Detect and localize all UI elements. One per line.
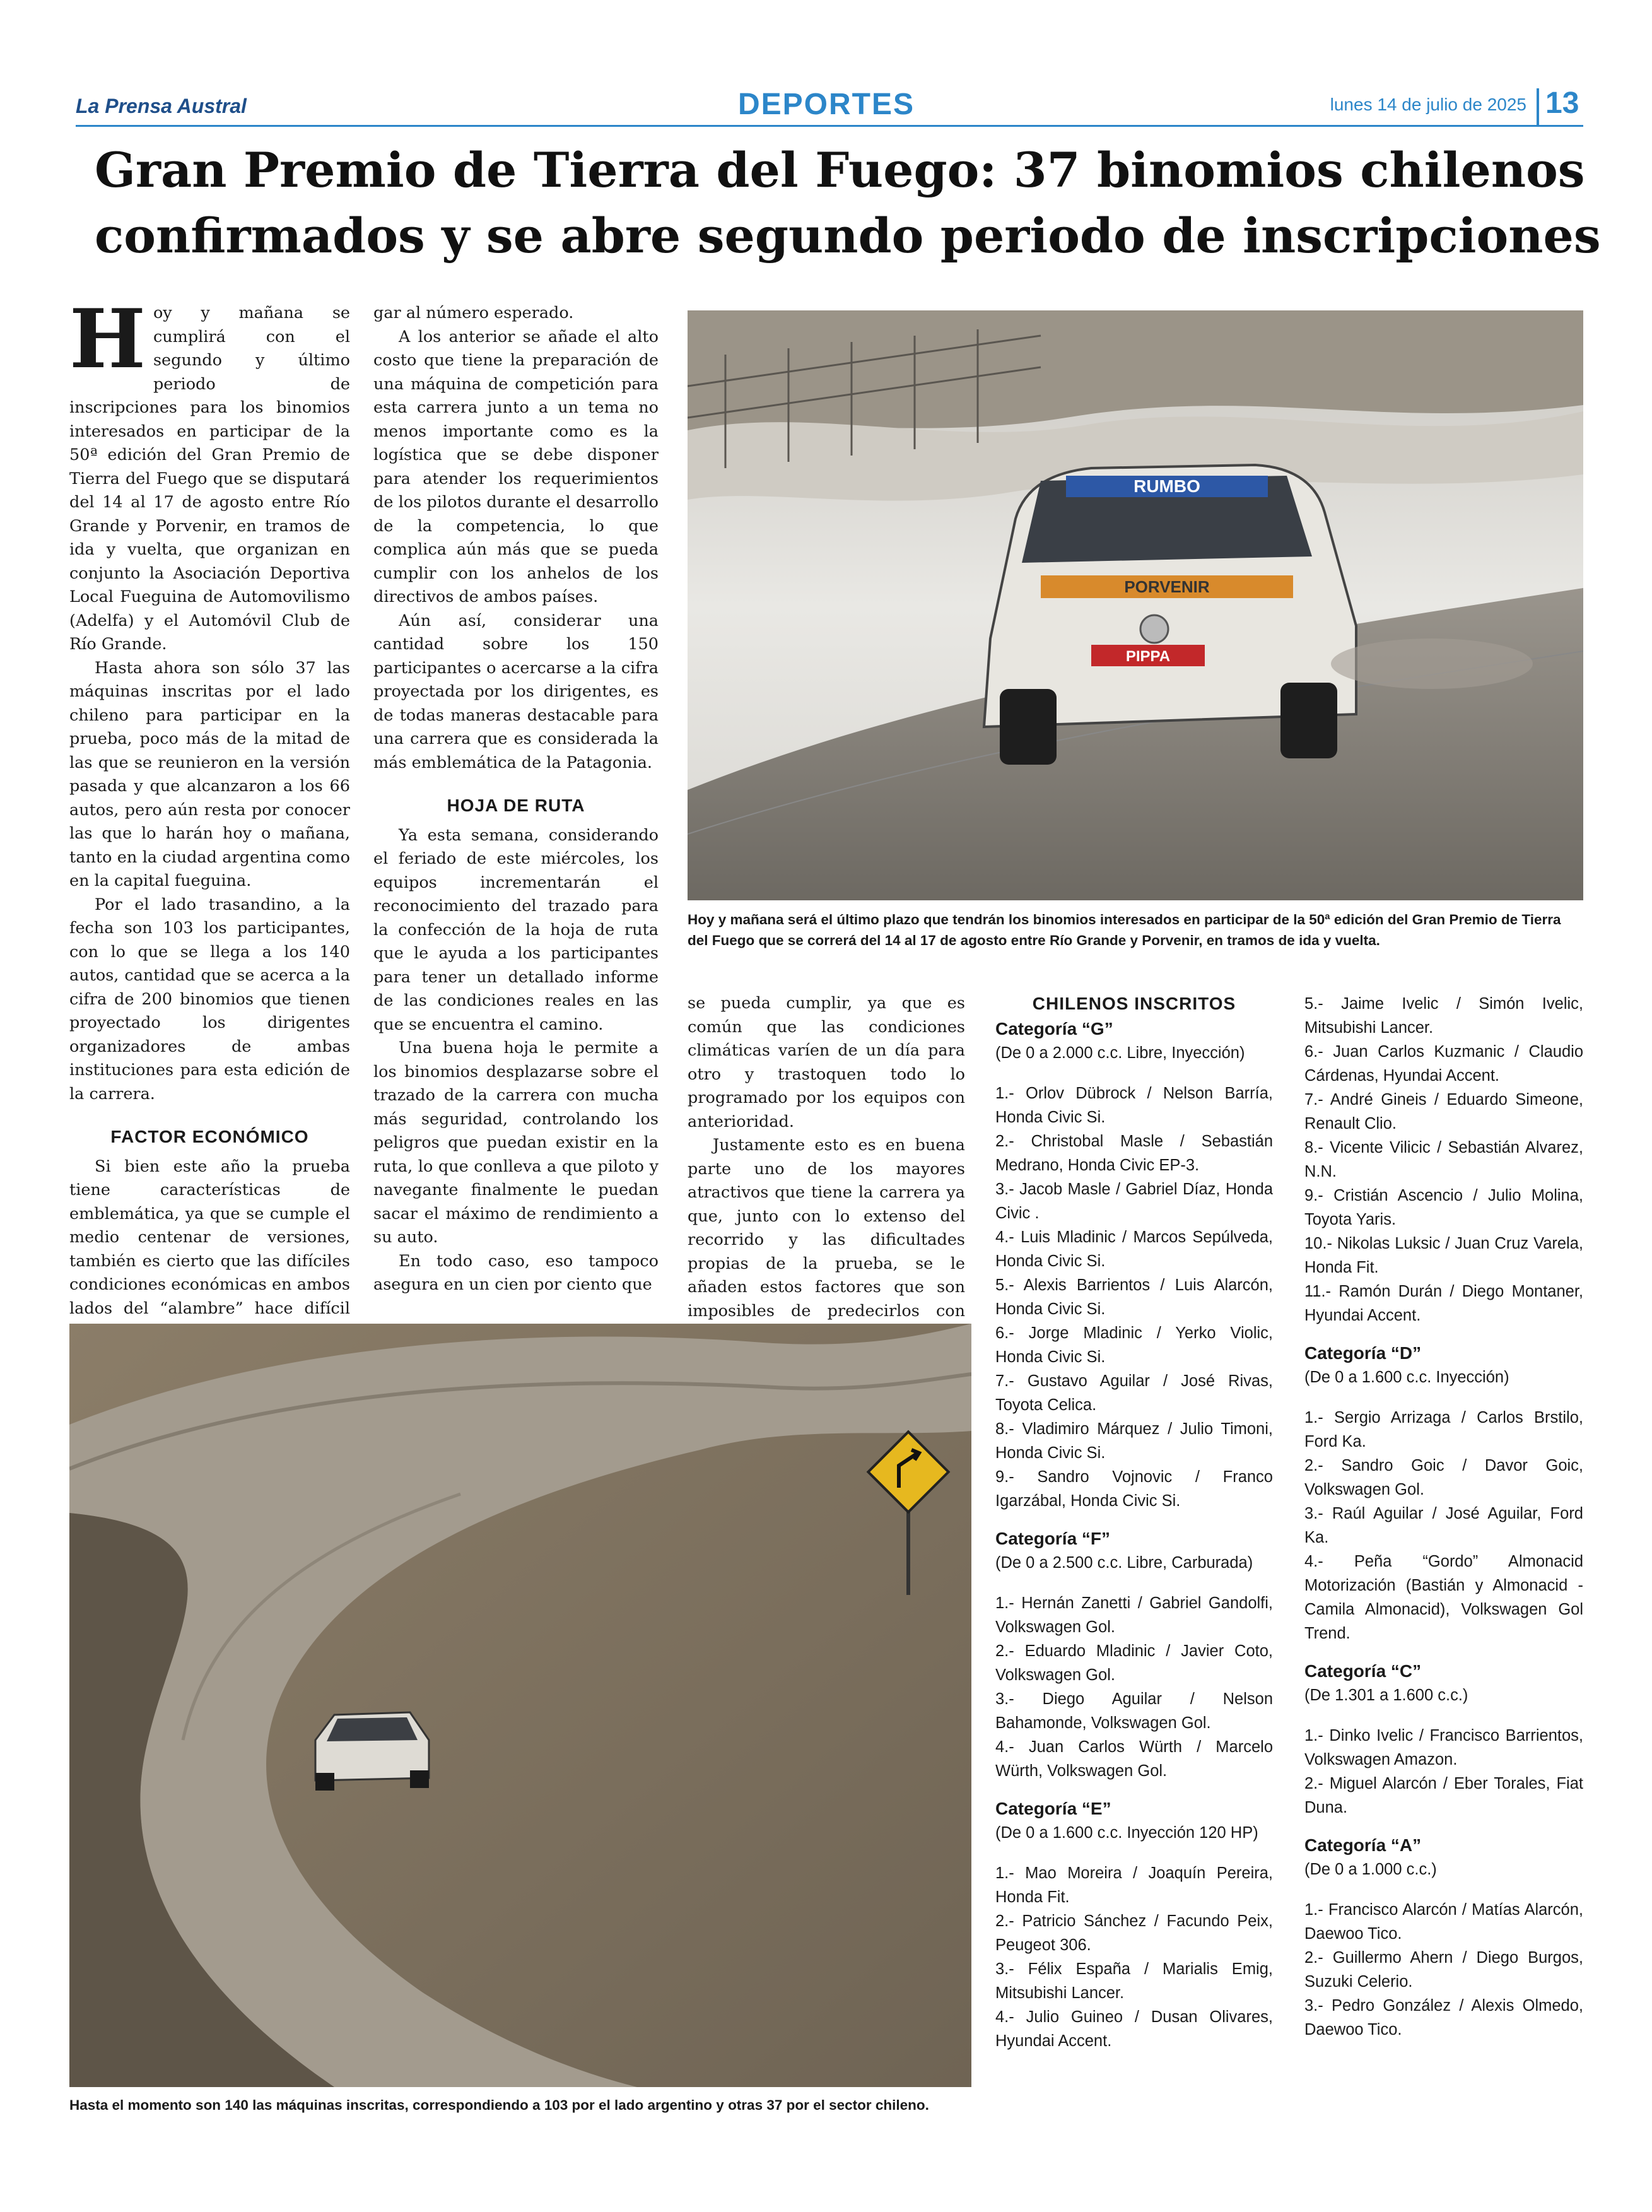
list-item: 8.- Vicente Vilicic / Sebastián Alvarez, N.N. xyxy=(1304,1139,1583,1180)
category-e-heading: Categoría “E” xyxy=(995,1799,1111,1818)
list-item: 6.- Juan Carlos Kuzmanic / Claudio Cárdenas, Hyundai Accent. xyxy=(1304,1043,1583,1085)
header-separator xyxy=(1537,88,1539,125)
header-rule xyxy=(76,125,1583,127)
category-d-heading: Categoría “D” xyxy=(1304,1343,1422,1363)
paragraph: En todo caso, eso tampoco asegura en un cien por ciento que xyxy=(373,1251,659,1294)
list-item: 5.- Alexis Barrientos / Luis Alarcón, Honda Civic Si. xyxy=(995,1276,1273,1318)
list-item: 3.- Pedro González / Alexis Olmedo, Daewoo Tico. xyxy=(1304,1997,1583,2038)
list-item: 9.- Sandro Vojnovic / Franco Igarzábal, Honda Civic Si. xyxy=(995,1468,1273,1510)
bumper-sticker: PIPPA xyxy=(1125,648,1171,665)
drop-cap: H xyxy=(69,292,146,387)
list-item: 1.- Francisco Alarcón / Matías Alarcón, Daewoo Tico. xyxy=(1304,1901,1583,1943)
category-f-heading: Categoría “F” xyxy=(995,1529,1111,1548)
paragraph: Por el lado trasandino, a la fecha son 103 los participantes, con lo que se llega a los 140 autos, cantidad que se acerca a la cifra de 200 binomios que tienen proyectado los dirigentes organizadores de ambas instituciones para esta edición de la carrera. xyxy=(69,895,350,1103)
category-e-range: (De 0 a 1.600 c.c. Inyección 120 HP) xyxy=(995,1824,1258,1842)
list-item: 1.- Sergio Arrizaga / Carlos Brstilo, Ford Ka. xyxy=(1304,1409,1583,1450)
paragraph: gar al número esperado. xyxy=(373,303,574,322)
page-number: 13 xyxy=(1545,86,1579,120)
issue-date: lunes 14 de julio de 2025 xyxy=(1330,95,1526,114)
list-item: 5.- Jaime Ivelic / Simón Ivelic, Mitsubishi Lancer. xyxy=(1304,995,1583,1037)
road-photo xyxy=(69,1324,971,2087)
list-item: 11.- Ramón Durán / Diego Montaner, Hyundai Accent. xyxy=(1304,1283,1583,1324)
list-item: 7.- André Gineis / Eduardo Simeone, Renault Clio. xyxy=(1304,1091,1583,1132)
inscritos-title: CHILENOS INSCRITOS xyxy=(1032,994,1236,1013)
list-item: 7.- Gustavo Aguilar / José Rivas, Toyota Celica. xyxy=(995,1372,1273,1414)
category-a-range: (De 0 a 1.000 c.c.) xyxy=(1304,1861,1437,1878)
list-item: 2.- Patricio Sánchez / Facundo Peix, Peugeot 306. xyxy=(995,1912,1273,1954)
paragraph: Aún así, considerar una cantidad sobre los 150 participantes o acercarse a la cifra proyectada por los dirigentes, es de todas maneras destacable para una carrera que es considerada la más emblemática de la Patagonia. xyxy=(373,611,659,772)
list-item: 2.- Christobal Masle / Sebastián Medrano, Honda Civic EP-3. xyxy=(995,1132,1273,1174)
newspaper-brand: La Prensa Austral xyxy=(76,95,247,117)
category-g-heading: Categoría “G” xyxy=(995,1019,1113,1038)
paragraph: Justamente esto es en buena parte uno de los mayores atractivos que tiene la carrera ya que, junto con lo extenso del recorrido y las dificultades propias de la prueba, se le añaden estos factores que son imposibles de predecirlos con xyxy=(688,1136,965,1321)
car-photo xyxy=(688,310,1583,900)
inscritos-list-column-1 xyxy=(995,992,1273,2053)
paragraph: Ya esta semana, considerando el feriado de este miércoles, los equipos incrementarán el reconocimiento del trazado para la confección de la hoja de ruta que le ayuda a los participantes para tener un detallado informe de las condiciones reales en las que se encuentra el camino. xyxy=(373,825,659,1034)
list-item: 1.- Dinko Ivelic / Francisco Barrientos, Volkswagen Amazon. xyxy=(1304,1727,1583,1768)
list-item: 4.- Luis Mladinic / Marcos Sepúlveda, Honda Civic Si. xyxy=(995,1228,1273,1270)
list-item: 3.- Félix España / Marialis Emig, Mitsubishi Lancer. xyxy=(995,1960,1273,2002)
paragraph: Si bien este año la prueba tiene características de emblemática, ya que se cumple el medio centenar de versiones, también es cierto que las difíciles condiciones económicas en ambos lados del “alambre” hace difícil xyxy=(69,1156,350,1318)
paragraph: Hasta ahora son sólo 37 las máquinas inscritas por el lado chileno para participar en la prueba, poco más de la mitad de las que se reunieron en la versión pasada y que alcanzaron a los 66 autos, pero aún resta por conocer las que lo harán hoy o mañana, tanto en la ciudad argentina como en la capital fueguina. xyxy=(69,658,350,890)
article-column-3 xyxy=(688,992,965,1347)
article-column-2 xyxy=(373,302,659,1297)
list-item: 4.- Juan Carlos Würth / Marcelo Würth, Volkswagen Gol. xyxy=(995,1738,1273,1780)
list-item: 6.- Jorge Mladinic / Yerko Violic, Honda Civic Si. xyxy=(995,1324,1273,1366)
category-d-range: (De 0 a 1.600 c.c. Inyección) xyxy=(1304,1368,1509,1386)
list-item: 1.- Mao Moreira / Joaquín Pereira, Honda Fit. xyxy=(995,1864,1273,1906)
list-item: 4.- Julio Guineo / Dusan Olivares, Hyundai Accent. xyxy=(995,2008,1273,2050)
category-g-range: (De 0 a 2.000 c.c. Libre, Inyección) xyxy=(995,1044,1245,1062)
paragraph: se pueda cumplir, ya que es común que las condiciones climáticas varíen de un día para otro y trastoquen todo lo programado por los equipos con anterioridad. xyxy=(688,994,965,1131)
subheading-factor-economico: FACTOR ECONÓMICO xyxy=(110,1127,309,1146)
rally-car xyxy=(984,465,1356,765)
list-item: 3.- Raúl Aguilar / José Aguilar, Ford Ka. xyxy=(1304,1505,1583,1546)
list-item: 2.- Sandro Goic / Davor Goic, Volkswagen Gol. xyxy=(1304,1457,1583,1498)
subheading-hoja-de-ruta: HOJA DE RUTA xyxy=(447,796,585,815)
list-item: 1.- Hernán Zanetti / Gabriel Gandolfi, Volkswagen Gol. xyxy=(995,1594,1273,1636)
list-item: 2.- Eduardo Mladinic / Javier Coto, Volkswagen Gol. xyxy=(995,1642,1273,1684)
list-item: 3.- Diego Aguilar / Nelson Bahamonde, Volkswagen Gol. xyxy=(995,1690,1273,1732)
list-item: 4.- Peña “Gordo” Almonacid Motorización (Bastián y Almonacid - Camila Almonacid), Volkswagen Gol Trend. xyxy=(1304,1553,1583,1642)
article-column-1 xyxy=(69,292,350,1344)
list-item: 3.- Jacob Masle / Gabriel Díaz, Honda Civic . xyxy=(995,1180,1273,1222)
headline-line-1: Gran Premio de Tierra del Fuego: 37 binomios chilenos xyxy=(95,142,1585,198)
lead-paragraph: Hoy y mañana se cumplirá con el segundo y último periodo de inscripciones para los binomios interesados en participar de la 50ª edición del Gran Premio de Tierra del Fuego que se disputará del 14 al 17 de agosto entre Río Grande y Porvenir, en tramos de ida y vuelta, que organizan en conjunto la Asociación Deportiva Local Fueguina de Automovilismo (Adelfa) y el Automóvil Club de Río Grande. xyxy=(69,292,350,654)
inscritos-list-column-2 xyxy=(1304,992,1583,2042)
rally-car-small xyxy=(315,1712,429,1791)
list-item: 10.- Nikolas Luksic / Juan Cruz Varela, Honda Fit. xyxy=(1304,1235,1583,1276)
category-f-range: (De 0 a 2.500 c.c. Libre, Carburada) xyxy=(995,1554,1253,1572)
category-c-heading: Categoría “C” xyxy=(1304,1661,1422,1681)
list-item: 8.- Vladimiro Márquez / Julio Timoni, Honda Civic Si. xyxy=(995,1420,1273,1462)
paragraph: A los anterior se añade el alto costo que tiene la preparación de una máquina de competición para esta carrera junto a un tema no menos importante como es la logística que se debe disponer para atender los requerimientos de los pilotos durante el desarrollo de la competencia, lo que complica aún más que se pueda cumplir con los anhelos de los directivos de ambos países. xyxy=(373,327,659,606)
top-photo-caption: Hoy y mañana será el último plazo que tendrán los binomios interesados en participar de la 50ª edición del Gran Premio de Tierra del Fuego que se correrá del 14 al 17 de agosto entre Río Grande y Porvenir, en tramos de ida y vuelta. xyxy=(688,912,1561,948)
list-item: 1.- Orlov Dübrock / Nelson Barría, Honda Civic Si. xyxy=(995,1085,1273,1126)
category-c-range: (De 1.301 a 1.600 c.c.) xyxy=(1304,1686,1468,1704)
list-item: 2.- Miguel Alarcón / Eber Torales, Fiat Duna. xyxy=(1304,1775,1583,1816)
headline-line-2: confirmados y se abre segundo periodo de inscripciones xyxy=(95,208,1601,264)
section-title: DEPORTES xyxy=(737,88,915,121)
list-item: 9.- Cristián Ascencio / Julio Molina, Toyota Yaris. xyxy=(1304,1187,1583,1228)
headline xyxy=(95,138,1601,269)
category-a-heading: Categoría “A” xyxy=(1304,1835,1422,1855)
list-item: 2.- Guillermo Ahern / Diego Burgos, Suzuki Celerio. xyxy=(1304,1949,1583,1991)
windshield-banner: RUMBO xyxy=(1134,476,1200,496)
bottom-photo-caption: Hasta el momento son 140 las máquinas inscritas, correspondiendo a 103 por el lado argentino y otras 37 por el sector chileno. xyxy=(69,2097,929,2113)
hood-sticker: PORVENIR xyxy=(1124,577,1210,596)
paragraph: Una buena hoja le permite a los binomios desplazarse sobre el trazado de la carrera con mucha más seguridad, controlando los peligros que puedan existir en la ruta, lo que conlleva a que piloto y navegante finalmente le puedan sacar el máximo de rendimiento a su auto. xyxy=(373,1038,659,1247)
